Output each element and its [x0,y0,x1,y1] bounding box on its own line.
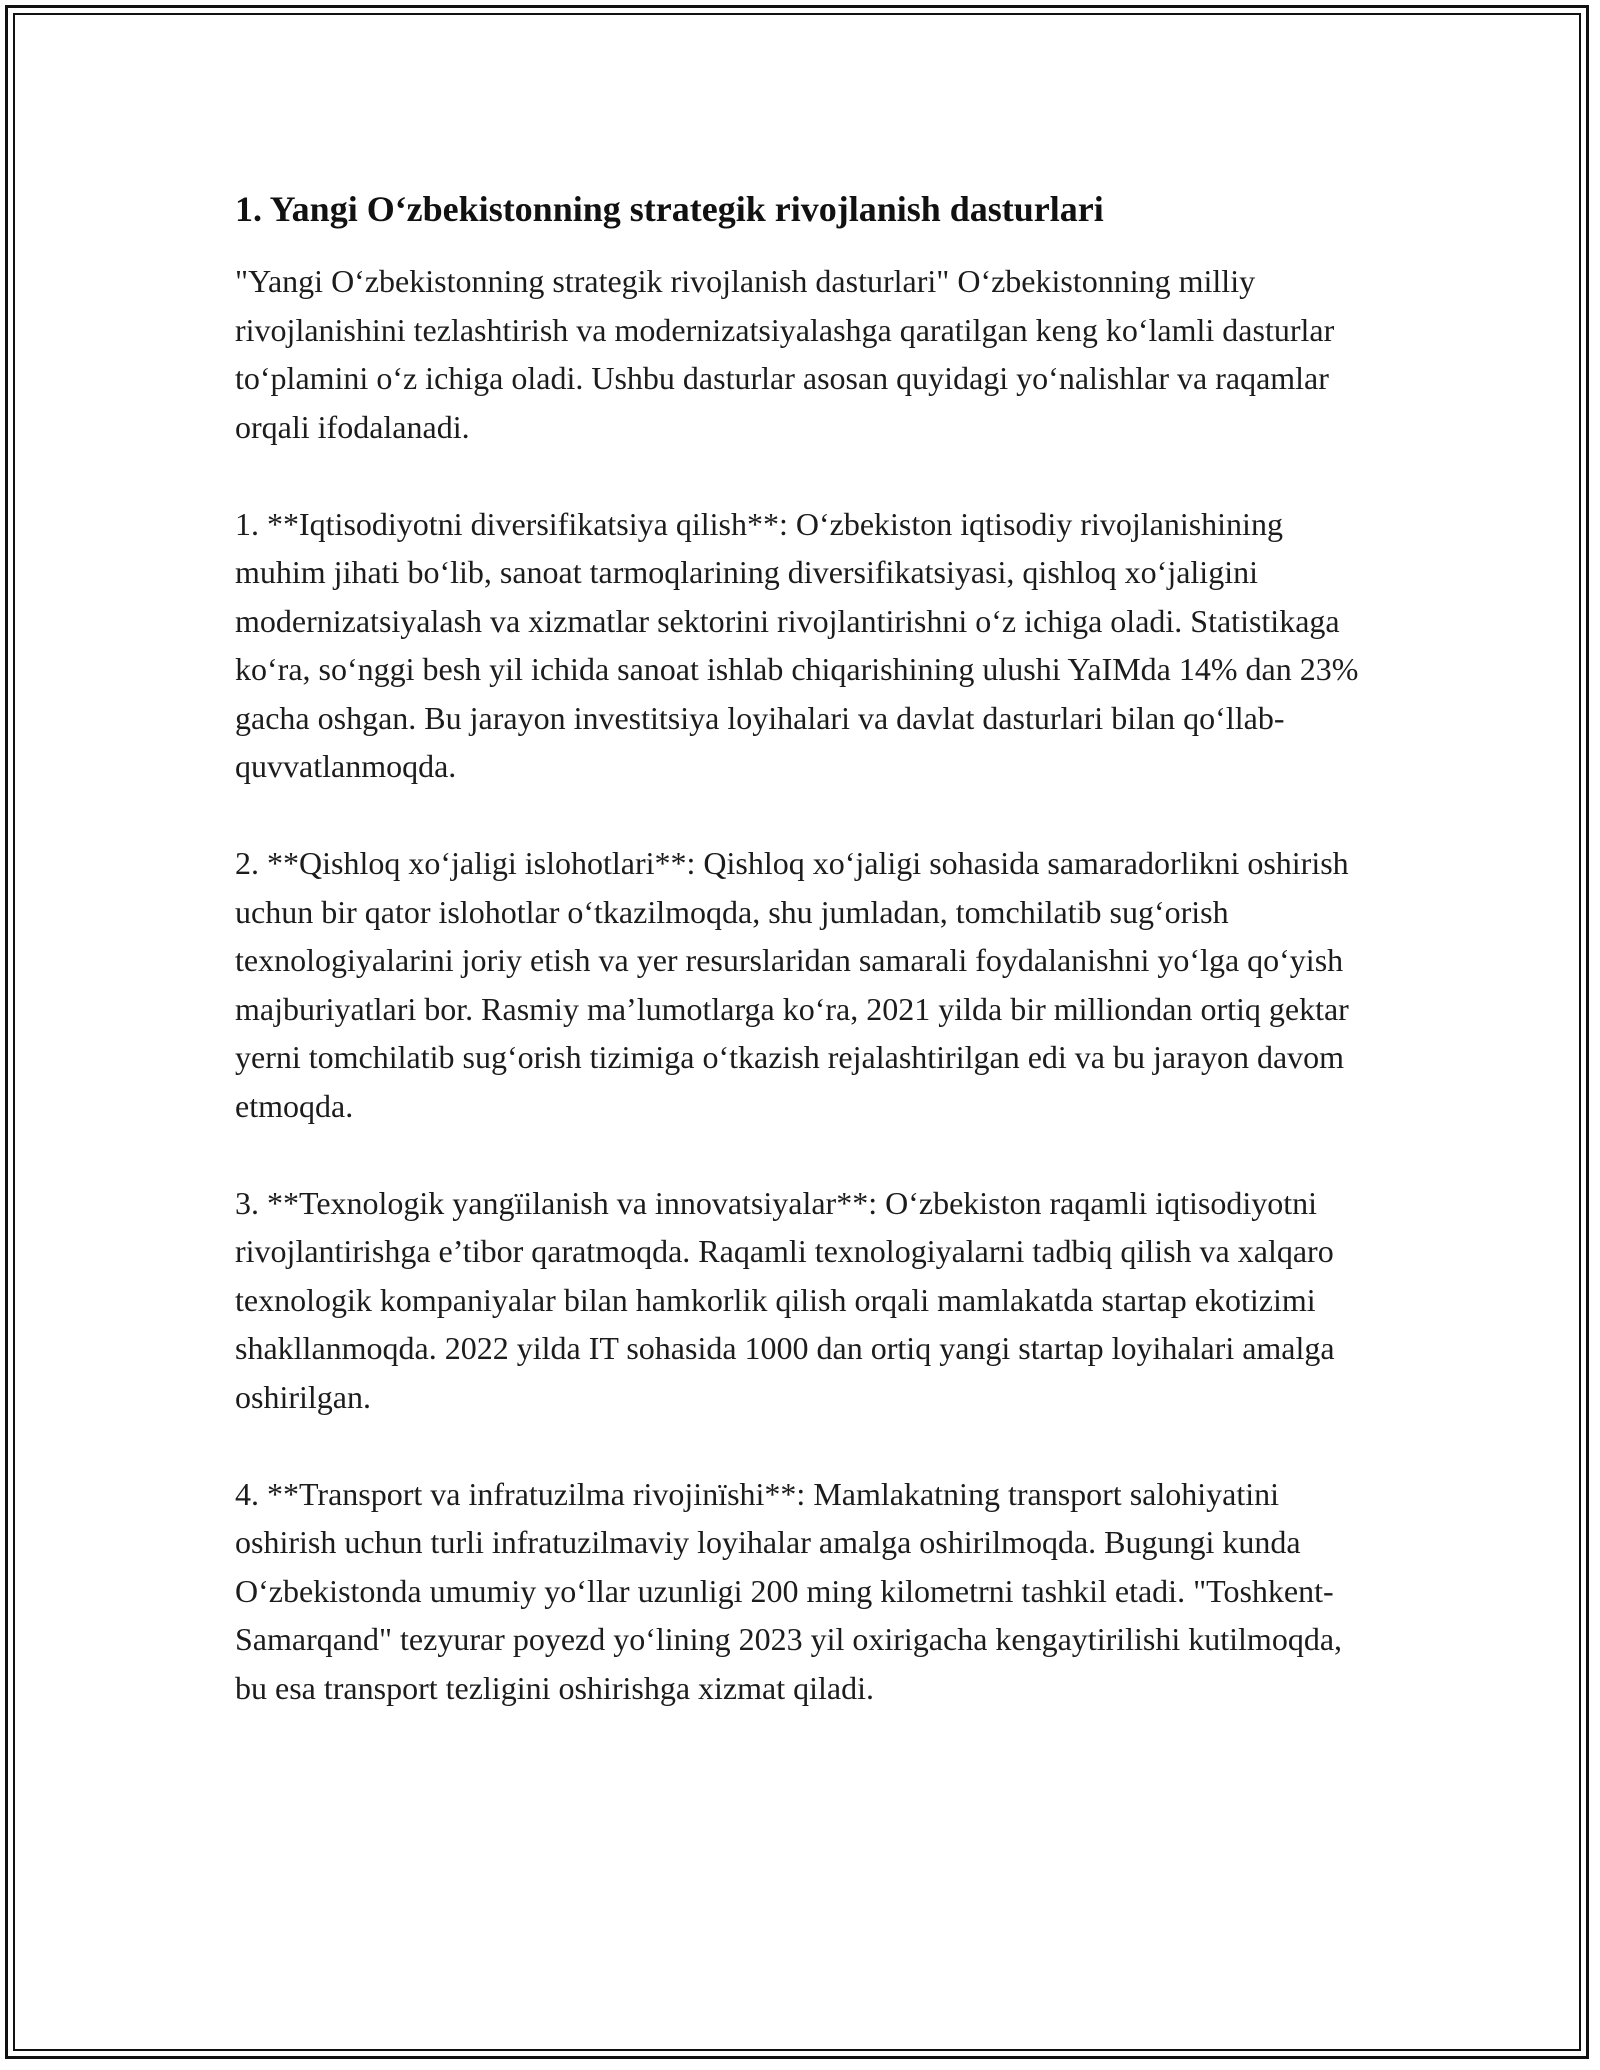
paragraph-agriculture-reforms: 2. **Qishloq xo‘jaligi islohotlari**: Qishloq xo‘jaligi sohasida samaradorlikni oshirish uchun bir qator islohotlar o‘tkazilmoqda, shu jumladan, tomchilatib sug‘orish texnologiyalarini joriy etish va yer resurslaridan samarali foydalanishni yo‘lga qo‘yish majburiyatlari bor. Rasmiy ma’lumotlarga ko‘ra, 2021 yilda bir milliondan ortiq gektar yerni tomchilatib sug‘orish tizimiga o‘tkazish rejalashtirilgan edi va bu jarayon davom etmoqda. [235,845,1349,1124]
paragraph-economy-diversification: 1. **Iqtisodiyotni diversifikatsiya qilish**: O‘zbekiston iqtisodiy rivojlanishining muhim jihati bo‘lib, sanoat tarmoqlarining diversifikatsiyasi, qishloq xo‘jaligini modernizatsiyalash va xizmatlar sektorini rivojlantirishni o‘z ichiga oladi. Statistikaga ko‘ra, so‘nggi besh yil ichida sanoat ishlab chiqarishining ulushi YaIMda 14% dan 23% gacha oshgan. Bu jarayon investitsiya loyihalari va davlat dasturlari bilan qo‘llab-quvvatlanmoqda. [235,505,1359,784]
paragraph-technology-innovation: 3. **Texnologik yangïilanish va innovatsiyalar**: O‘zbekiston raqamli iqtisodiyotni rivojlantirishga e’tibor qaratmoqda. Raqamli texnologiyalarni tadbiq qilish va xalqaro texnologik kompaniyalar bilan hamkorlik qilish orqali mamlakatda startap ekotizimi shakllanmoqda. 2022 yilda IT sohasida 1000 dan ortiq yangi startap loyihalari amalga oshirilgan. [235,1184,1335,1415]
document-body [235,185,1375,1712]
paragraph-transport-infrastructure: 4. **Transport va infratuzilma rivojinïshi**: Mamlakatning transport salohiyatini oshirish uchun turli infratuzilmaviy loyihalar amalga oshirilmoqda. Bugungi kunda O‘zbekistonda umumiy yo‘llar uzunligi 200 ming kilometrni tashkil etadi. "Toshkent-Samarqand" tezyurar poyezd yo‘lining 2023 yil oxirigacha kengaytirilishi kutilmoqda, bu esa transport tezligini oshirishga xizmat qiladi. [235,1475,1343,1706]
paragraph-intro: "Yangi O‘zbekistonning strategik rivojlanish dasturlari" O‘zbekistonning milliy rivojlanishini tezlashtirish va modernizatsiyalashga qaratilgan keng ko‘lamli dasturlar to‘plamini o‘z ichiga oladi. Ushbu dasturlar asosan quyidagi yo‘nalishlar va raqamlar orqali ifodalanadi. [235,263,1335,445]
document-title: 1. Yangi O‘zbekistonning strategik rivojlanish dasturlari [235,189,1104,229]
